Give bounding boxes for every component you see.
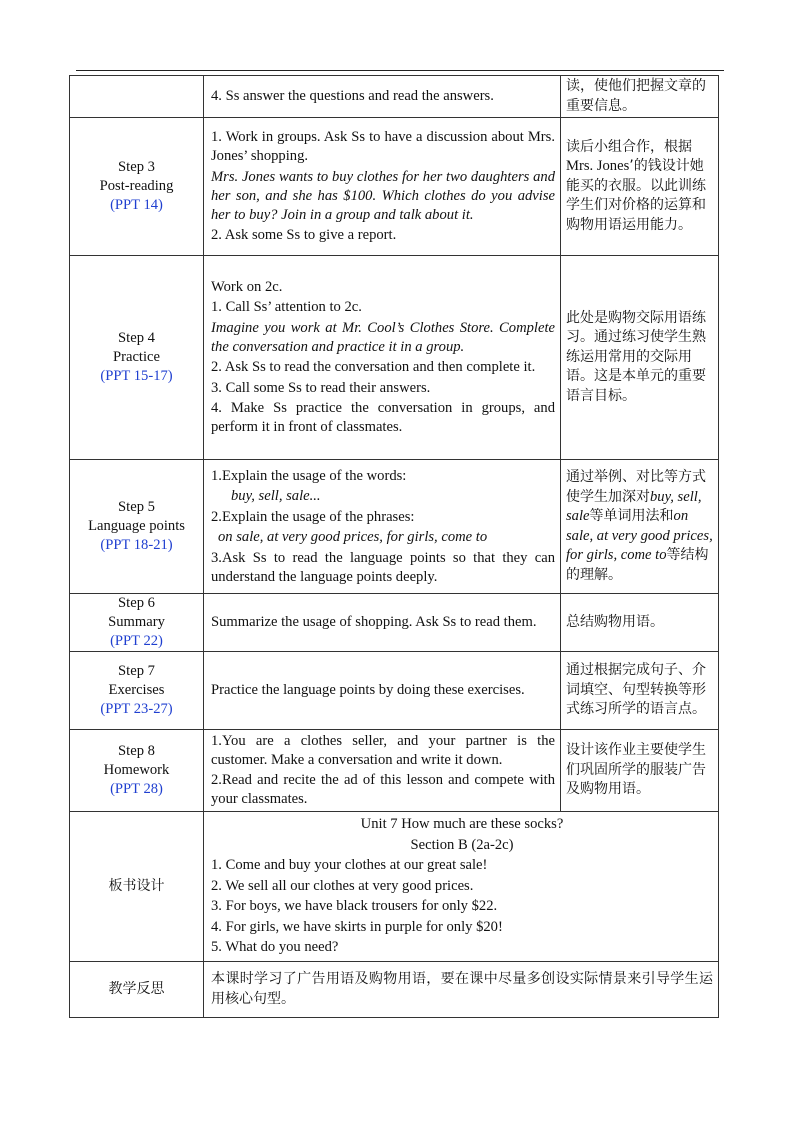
step-cell bbox=[70, 256, 204, 460]
note-text: Mrs. Jones bbox=[566, 158, 630, 175]
board-line: 5. What do you need? bbox=[211, 939, 339, 955]
step-cell bbox=[70, 730, 204, 812]
note-cell: 此处是购物交际用语练习。通过练习使学生熟练运用常用的交际用语。这是本单元的重要语言目标。 bbox=[561, 256, 719, 460]
table-row bbox=[70, 256, 719, 460]
content-line: Work on 2c. bbox=[211, 278, 283, 295]
content-cell bbox=[204, 460, 561, 594]
content-line: 2. Ask Ss to read the conversation and then complete it. bbox=[211, 359, 536, 376]
content-cell bbox=[204, 118, 561, 256]
content-line: 1.You are a clothes seller, and your partner is the customer. Make a conversation and write it down. bbox=[211, 732, 555, 768]
content-line: Imagine you work at Mr. Cool’s Clothes Store. Complete the conversation and practice it in a group. bbox=[211, 319, 555, 355]
ppt-ref: (PPT 18-21) bbox=[100, 537, 173, 553]
board-line: 4. For girls, we have skirts in purple for only $20! bbox=[211, 918, 503, 935]
content-cell bbox=[204, 256, 561, 460]
step-number: Step 6 bbox=[118, 595, 155, 611]
content-cell bbox=[204, 76, 561, 118]
note-cell bbox=[561, 460, 719, 594]
note-text: ’的钱设计她能买的衣服。以此训练学生们对价格的运算和购物用语运用能力。 bbox=[566, 158, 706, 233]
board-line: 2. We sell all our clothes at very good prices. bbox=[211, 877, 474, 894]
table-row bbox=[70, 118, 719, 256]
content-line: on sale, at very good prices, for girls, come to bbox=[218, 529, 488, 545]
content-line: 1. Work in groups. Ask Ss to have a discussion about Mrs. Jones’ shopping. bbox=[211, 129, 555, 164]
note-text: on sale, at very good prices, for girls, come to bbox=[566, 508, 713, 563]
step-name: Homework bbox=[103, 761, 170, 778]
table-row bbox=[70, 730, 719, 812]
content-line: 3. Call some Ss to read their answers. bbox=[211, 379, 431, 396]
step-number: Step 3 bbox=[118, 159, 155, 175]
note-cell: 读，使他们把握文章的重要信息。 bbox=[561, 76, 719, 118]
content-line: 2. Ask some Ss to give a report. bbox=[211, 227, 397, 243]
step-number: Step 8 bbox=[118, 742, 155, 759]
content-cell bbox=[204, 652, 561, 730]
note-text: buy, sell, sale bbox=[566, 488, 702, 524]
reflection-cell: 本课时学习了广告用语及购物用语，要在课中尽量多创设实际情景来引导学生运用核心句型。 bbox=[204, 961, 719, 1017]
board-title: Unit 7 How much are these socks? bbox=[360, 816, 564, 832]
content-line: Summarize the usage of shopping. Ask Ss to read them. bbox=[211, 614, 537, 630]
content-line: 4. Ss answer the questions and read the answers. bbox=[211, 88, 494, 104]
step-number: Step 5 bbox=[118, 499, 155, 515]
board-subtitle: Section B (2a-2c) bbox=[410, 836, 514, 853]
content-cell bbox=[204, 730, 561, 812]
board-line: 3. For boys, we have black trousers for only $22. bbox=[211, 898, 498, 914]
step-name: Summary bbox=[108, 614, 165, 630]
lesson-plan-table bbox=[69, 75, 719, 1018]
step-number: Step 7 bbox=[118, 663, 155, 679]
table-row bbox=[70, 76, 719, 118]
content-line: 4. Make Ss practice the conversation in groups, and perform it in front of classmates. bbox=[211, 400, 555, 436]
ppt-ref: (PPT 28) bbox=[110, 780, 163, 797]
content-line: Practice the language points by doing these exercises. bbox=[211, 682, 525, 698]
content-line: 2.Explain the usage of the phrases: bbox=[211, 508, 415, 525]
step-cell bbox=[70, 652, 204, 730]
step-cell bbox=[70, 118, 204, 256]
table-row bbox=[70, 652, 719, 730]
note-cell: 总结购物用语。 bbox=[561, 594, 719, 652]
ppt-ref: (PPT 22) bbox=[110, 633, 163, 649]
note-text: 等单词用法和 bbox=[589, 508, 674, 524]
note-text: 等结构的理解。 bbox=[566, 547, 709, 583]
content-line: 2.Read and recite the ad of this lesson and compete with your classmates. bbox=[211, 772, 555, 807]
step-cell bbox=[70, 460, 204, 594]
note-cell: 通过根据完成句子、介词填空、句型转换等形式练习所学的语言点。 bbox=[561, 652, 719, 730]
note-cell bbox=[561, 118, 719, 256]
note-cell: 设计该作业主要使学生们巩固所学的服装广告及购物用语。 bbox=[561, 730, 719, 812]
note-text: 通过举例、对比等方式使学生加深对 bbox=[566, 469, 706, 505]
step-name: Post-reading bbox=[99, 178, 174, 194]
top-rule bbox=[76, 70, 724, 71]
content-line: buy, sell, sale... bbox=[231, 488, 321, 504]
table-row bbox=[70, 594, 719, 652]
content-line: 1. Call Ss’ attention to 2c. bbox=[211, 299, 362, 316]
step-number: Step 4 bbox=[118, 330, 155, 346]
ppt-ref: (PPT 14) bbox=[110, 197, 163, 213]
step-cell bbox=[70, 594, 204, 652]
note-text: 读后小组合作，根据 bbox=[566, 138, 692, 155]
table-row bbox=[70, 811, 719, 961]
reflection-label: 教学反思 bbox=[70, 961, 204, 1017]
step-cell bbox=[70, 76, 204, 118]
content-line: 3.Ask Ss to read the language points so that they can understand the language points deeply. bbox=[211, 549, 555, 585]
ppt-ref: (PPT 23-27) bbox=[100, 701, 173, 717]
board-design-label: 板书设计 bbox=[70, 811, 204, 961]
table-row bbox=[70, 460, 719, 594]
board-line: 1. Come and buy your clothes at our great sale! bbox=[211, 857, 488, 873]
step-name: Practice bbox=[113, 349, 160, 365]
content-line: 1.Explain the usage of the words: bbox=[211, 467, 407, 484]
content-cell bbox=[204, 594, 561, 652]
ppt-ref: (PPT 15-17) bbox=[100, 368, 173, 384]
table-row bbox=[70, 961, 719, 1017]
step-name: Exercises bbox=[108, 682, 165, 698]
content-line: Mrs. Jones wants to buy clothes for her two daughters and her son, and she has $100. Which clothes do you advise her to buy? Join in a group and talk about it. bbox=[211, 168, 555, 223]
board-design-cell bbox=[204, 811, 719, 961]
step-name: Language points bbox=[88, 518, 185, 534]
